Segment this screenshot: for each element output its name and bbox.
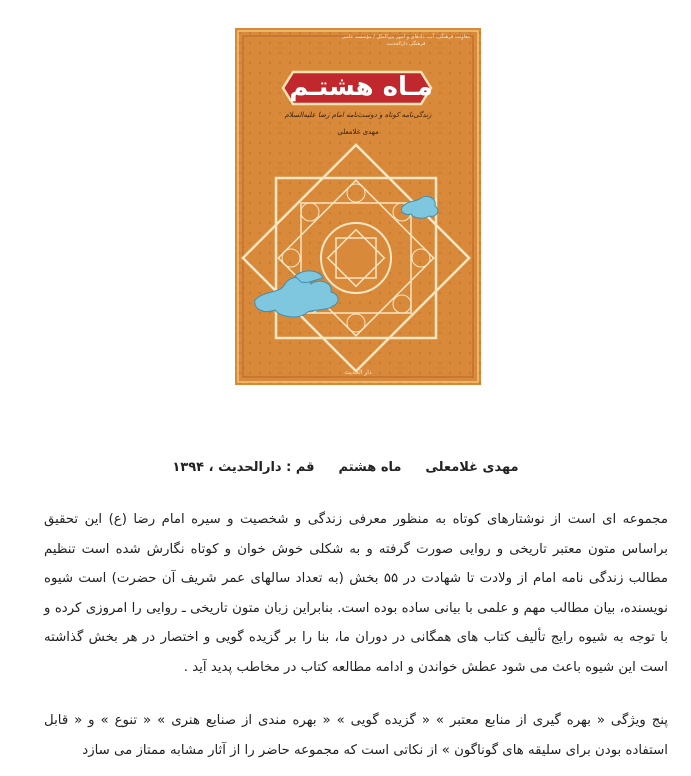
cover-publisher: دار الحدیث — [344, 369, 372, 376]
book-cover-image — [235, 28, 481, 385]
bibliography-title: ماه هشتم — [338, 460, 402, 475]
cover-title: مـاه هشتـم — [289, 72, 433, 102]
bibliography-publication: قم : دارالحدیث ، ۱۳۹۴ — [172, 460, 315, 475]
cover-subtitle: زندگی‌نامه کوتاه و دوست‌نامه امام رضا علیه‌السلام — [284, 111, 432, 119]
star-rosette — [243, 145, 469, 371]
features-paragraph: پنج ویژگی « بهره گیری از منابع معتبر » « گزیده گویی » « بهره مندی از صنایع هنری » « تنوع » و « قابل استفاده بودن برای سلیقه های گوناگون » از نکاتی است که مجموعه حاضر را از آثار مشابه ممتاز می سازد — [44, 713, 668, 758]
bibliography-line — [0, 460, 691, 480]
bibliography-author: مهدی غلامعلی — [425, 460, 519, 475]
description-paragraph: مجموعه ای است از نوشتارهای کوتاه به منظور معرفی زندگی و شخصیت و سیره امام رضا (ع) این تحقیق براساس متون معتبر تاریخی و روایی صورت گرفته و به شکلی خوش خوان و کوتاه نگارش شده است تنظیم مطالب زندگی نامه امام از ولادت تا شهادت در ۵۵ بخش (به تعداد سالهای عمر شریف آن حضرت) است شیوه نویسنده، بیان مطالب مهم و علمی با بیانی ساده بوده است. بنابراین زبان متون تاریخی ـ روایی را امروزی کرده و با توجه به شیوه رایج تألیف کتاب های همگانی در دوران ما، بنا را بر گزیده گویی و اختصار در هر بخش گذاشته است این شیوه باعث می شود عطش خواندن و ادامه مطالعه کتاب در مخاطب پدید آید . — [44, 512, 668, 675]
cover-author: مهدی غلامعلی — [337, 128, 379, 136]
cover-header-text: معاونت فرهنگی، آب، دادهای و امور بین‌الملل / مؤسسه علمی فرهنگی دارالحدیث — [341, 34, 471, 47]
